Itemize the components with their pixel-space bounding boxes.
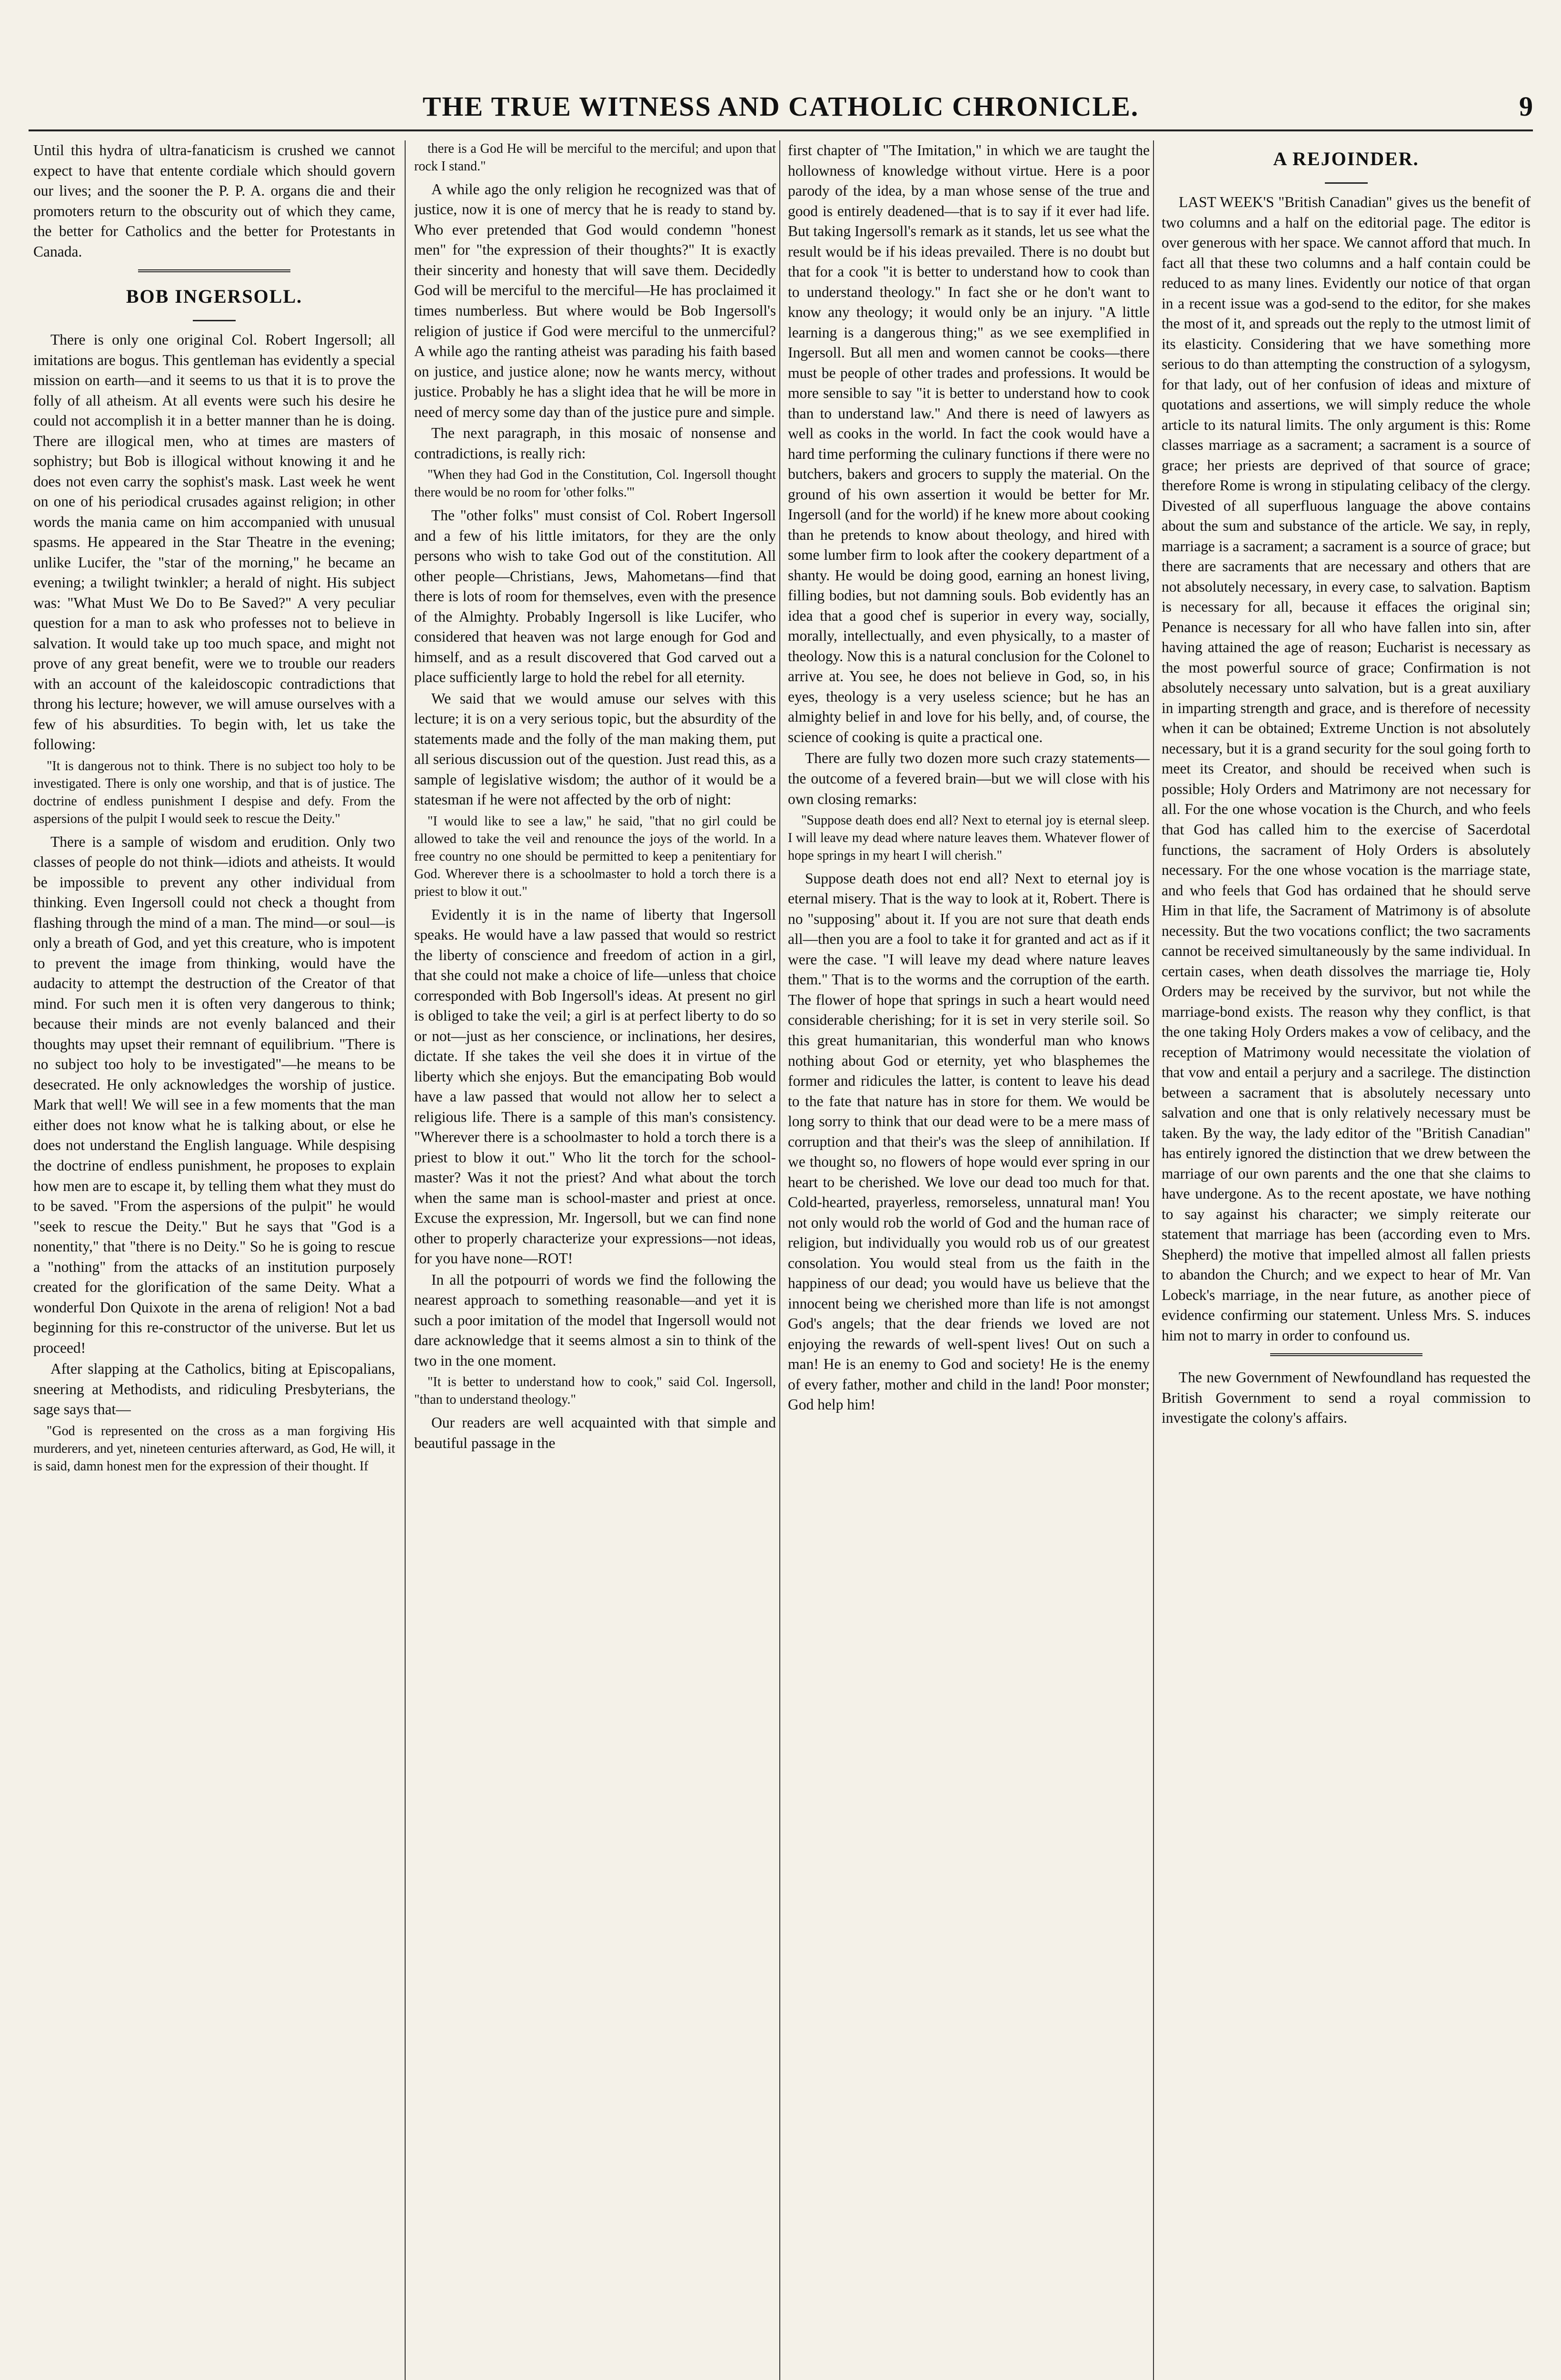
intro-paragraph: Until this hydra of ultra-fanaticism is crushed we cannot expect to have that entente cordiale which should govern our lives; and the sooner the P. P. A. organs die and their promoters return to the obscurity out of which they came, the better for Catholics and the better for Protestants in Canada.	[33, 142, 395, 260]
paragraph: The "other folks" must consist of Col. Robert Ingersoll and a few of his little imitators, for they are the only persons who wish to take God out of the constitution. All other people—Christians, Jews, Mahometans—find that there is lots of room for themselves, even with the presence of the Almighty. Probably Ingersoll is like Lucifer, who considered that heaven was not large enough for God and himself, and as a result discovered that God carved out a place sufficiently large to hold the rebel for all eternity.	[414, 507, 776, 686]
paragraph: first chapter of "The Imitation," in which we are taught the hollowness of knowledge without virtue. Here is a poor parody of the idea, by a man whose sense of the true and good is entirely deadened—that is to say if it ever had life. But taking Ingersoll's remark as it stands, let us see what the result would be if his ideas prevailed. There is no doubt but that for a cook "it is better to understand how to cook than to understand theology." In fact she or he don't want to know any theology; it would only be an injury. "A little learning is a dangerous thing;" as we see exemplified in Ingersoll. But all men and women cannot be cooks—there must be people of other trades and professions. It would be more sensible to say "it is better to understand how to cook than to understand law." And there is need of lawyers as well as cooks in the world. In fact the cook would have a hard time performing the culinary functions if there were no butchers, bakers and grocers to supply the material. On the ground of his own assertion it would be better for Mr. Ingersoll (and for the world) if he knew more about cooking than he pretends to know about theology, and hired with some lumber firm to look after the cookery department of a shanty. He would be doing good, earning an honest living, filling bodies, but not damning souls. Bob evidently has an idea that a good chef is superior in every way, socially, morally, intellectually, and even physically, to a master of theology. Now this is a natural conclusion for the Colonel to arrive at. You see, he does not believe in God, so, in his eyes, theology is a very useless science; but he has an almighty belief in and love for his belly, and, of course, the science of cooking is quite a practical one.	[788, 142, 1150, 745]
news-item: The new Government of Newfoundland has requested the British Government to send a royal commission to investigate the colony's affairs.	[1162, 1369, 1531, 1427]
masthead	[29, 90, 1533, 124]
paragraph: We said that we would amuse our selves with this lecture; it is on a very serious topic, but the absurdity of the statements made and the folly of the man making them, put all serious discussion out of the question. Just read this, as a sample of legislative wisdom; the author of it would be a statesman if he were not affected by the orb of night:	[414, 690, 776, 808]
paragraph: A while ago the only religion he recognized was that of justice, now it is one of mercy that he is ready to stand by. Who ever pretended that God would condemn "honest men" for "the expression of their thoughts?" It is exactly their sincerity and honesty that will save them. Decidedly God will be merciful to the merciful—He has proclaimed it times numberless. But where would be Bob Ingersoll's religion of justice if God were merciful to the unmerciful? A while ago the ranting atheist was parading his faith based on justice, and justice alone; now he wants mercy, without justice. Probably he has a slight idea that he will be more in need of mercy some day than of the justice pure and simple.	[414, 180, 776, 420]
quotation: "It is better to understand how to cook," said Col. Ingersoll, "than to understand theology."	[414, 1375, 776, 1408]
article-heading: A REJOINDER.	[1273, 148, 1419, 169]
column-3	[788, 140, 1150, 2380]
quotation: "Suppose death does end all? Next to eternal joy is eternal sleep. I will leave my dead where nature leaves them. Whatever flower of hope springs in my heart I will cherish."	[788, 813, 1150, 863]
section-divider	[1270, 1353, 1422, 1356]
paragraph: Suppose death does not end all? Next to eternal joy is eternal misery. That is the way to look at it, Robert. There is no "supposing" about it. If you are not sure that death ends all—then you are a fool to take it for granted and act as if it were the case. "I will leave my dead where nature leaves them." That is to the worms and the corruption of the earth. The flower of hope that springs in such a heart would need considerable cherishing; for it is set in very sterile soil. So this great humanitarian, this wonderful man who knows nothing about God or eternity, yet who blasphemes the former and ridicules the latter, is content to leave his dead to the fate that nature has in store for them. We would be long sorry to think that our dead were to be a mere mass of corruption and that their's was the sleep of annihilation. If we thought so, no flowers of hope would ever spring in our heart to be cherished. We love our dead too much for that. Cold-hearted, prayerless, remorseless, unnatural man! You not only would rob the world of God and the human race of religion, but individually you would rob us of our greatest consolation. You would steal from us the faith in the happiness of our dead; you would have us believe that the innocent being we cherished more than life is not amongst God's angels; that the dear friends we loved are not enjoying the rewards of well-spent lives! Out on such a man! He is an enemy to God and society! He is the enemy of every father, mother and child in the land! Poor monster; God help him!	[788, 870, 1150, 1413]
quotation-continued: there is a God He will be merciful to the merciful; and upon that rock I stand."	[414, 141, 776, 174]
paragraph: There is a sample of wisdom and erudition. Only two classes of people do not think—idiots and atheists. It would be impossible to prevent any other individual from thinking. Even Ingersoll could not check a thought from flashing through the mind of a man. The mind—or soul—is only a breath of God, and yet this creature, who is impotent to prevent the image from thinking, would have the audacity to attempt the destruction of the Creator of that mind. For such men it is often very dangerous to think; because their minds are not evenly balanced and their thoughts may upset their remnant of equilibrium. "There is no subject too holy to be investigated"—he means to be desecrated. He only acknowledges the worship of justice. Mark that well! We will see in a few moments that the man either does not know what he is talking about, or else he does not understand the English language. While despising the doctrine of endless punishment, he proposes to explain how men are to escape it, by telling them what they must do to be saved. "From the aspersions of the pulpit" he would "seek to rescue the Deity." But he says that "God is a nonentity," that "there is no Deity." So he is going to rescue a "nothing" from the attacks of an institution purposely created for the glorification of the same Deity. What a wonderful Don Quixote in the arena of religion! Not a bad beginning for this re-constructor of the universe. But let us proceed!	[33, 833, 395, 1356]
quotation: "God is represented on the cross as a man forgiving His murderers, and yet, nineteen centuries afterward, as God, He will, it is said, damn honest men for the expression of their thought. If	[33, 1423, 395, 1474]
column-1	[33, 140, 395, 2380]
heading-rule	[1325, 182, 1368, 184]
newspaper-title: THE TRUE WITNESS AND CATHOLIC CHRONICLE.	[422, 91, 1139, 122]
paragraph: Evidently it is in the name of liberty that Ingersoll speaks. He would have a law passed that would so restrict the liberty of conscience and freedom of action in a girl, that she could not make a choice of life—unless that choice corresponded with Bob Ingersoll's ideas. At present no girl is obliged to take the veil; a girl is at perfect liberty to do so or not—just as her conscience, or inclinations, her desires, dictate. If she takes the veil she does it in virtue of the liberty which she enjoys. But the emancipating Bob would have a law passed that would not allow her to select a religious life. There is a sample of this man's consistency. "Wherever there is a schoolmaster to hold a torch there is a priest to blow it out." Who lit the torch for the school-master? Was it not the priest? And what about the torch when the same man is school-master and priest at once. Excuse the expression, Mr. Ingersoll, but we can find none other to properly characterize your expressions—not ideas, for you have none—ROT!	[414, 906, 776, 1267]
paragraph: The next paragraph, in this mosaic of nonsense and contradictions, is really rich:	[414, 425, 776, 462]
column-divider	[1153, 140, 1154, 2380]
column-4	[1162, 140, 1531, 2380]
section-divider	[138, 269, 290, 272]
paragraph: After slapping at the Catholics, biting at Episcopalians, sneering at Methodists, and ridiculing Presbyterians, the sage says that—	[33, 1360, 395, 1418]
paragraph: There is only one original Col. Robert Ingersoll; all imitations are bogus. This gentleman has evidently a special mission on earth—and it seems to us that it is to prove the folly of all atheism. At all events were such his desire he could not accomplish it in a better manner than he is doing. There are illogical men, who at times are masters of sophistry; but Bob is illogical without knowing it and he does not even carry the sophist's mask. Last week he went on one of his periodical crusades against religion; in other words the mania came on him accompanied with unusual spasms. He appeared in the Star Theatre in the evening; unlike Lucifer, the "star of the morning," he became an evening; a twilight twinkler; a herald of night. His subject was: "What Must We Do to Be Saved?" A very peculiar question for a man to ask who professes not to believe in salvation. It would take up too much space, and might not prove of any great benefit, were we to trouble our readers with an account of the kaleidoscopic contradictions that throng his lecture; however, we will amuse ourselves with a few of his absurdities. To begin with, let us take the following:	[33, 331, 395, 753]
page-number: 9	[1519, 91, 1533, 122]
paragraph: Our readers are well acquainted with that simple and beautiful passage in the	[414, 1414, 776, 1451]
column-divider	[779, 140, 780, 2380]
column-2	[414, 140, 776, 2380]
paragraph: In all the potpourri of words we find the following the nearest approach to something reasonable—and yet it is such a poor imitation of the model that Ingersoll would not dare acknowledge that it seems almost a sin to think of the two in the one moment.	[414, 1271, 776, 1369]
quotation: "It is dangerous not to think. There is no subject too holy to be investigated. There is only one worship, and that is of justice. The doctrine of endless punishment I despise and defy. From the aspersions of the pulpit I would seek to rescue the Deity."	[33, 758, 395, 826]
header-rule	[29, 129, 1533, 131]
heading-rule	[193, 320, 236, 321]
paragraph: LAST WEEK'S "British Canadian" gives us the benefit of two columns and a half on the editorial page. The editor is over generous with her space. We cannot afford that much. In fact all that these two columns and a half contain could be reduced to as many lines. Evidently our notice of that organ in a recent issue was a god-send to the editor, for she makes the most of it, and spreads out the reply to the utmost limit of its elasticity. Considering that we have something more serious to do than attempting the construction of a sylogysm, for that lady, out of her confusion of ideas and mixture of quotations and assertions, we will simply reduce the whole article to its natural limits. The only argument is this: Rome classes marriage as a sacrament; a sacrament is a source of grace; her priests are deprived of that source of grace; therefore Rome is wrong in stipulating celibacy of the clergy. Divested of all superfluous language the above contains about the sum and substance of the article. We say, in reply, marriage is a sacrament; a sacrament is a source of grace; but there are sacraments that are necessary and others that are not absolutely necessary, in every case, to salvation. Baptism is necessary for all, because it effaces the original sin; Penance is necessary for all who have fallen into sin, after having attained the age of reason; Eucharist is necessary as the most powerful source of grace; Confirmation is not absolutely necessary unto salvation, but is a great auxiliary in imparting strength and grace, and is therefore of necessity when it can be obtained; Extreme Unction is not absolutely necessary, but it is a grand security for the soul going forth to meet its Creator, and should be received when such is possible; Holy Orders and Matrimony are not necessary for all. For the one whose vocation is the Church, and who feels that God has called him to the exercise of Sacerdotal functions, the sacrament of Holy Orders is absolutely necessary. For the one whose vocation is the marriage state, and who feels that God has ordained that he should serve Him in that life, the Sacrament of Matrimony is of absolute necessity. But the two vocations conflict; the two sacraments cannot be received simultaneously by the same individual. In certain cases, when death dissolves the marriage tie, Holy Orders may be received by the survivor, but not while the marriage-bond exists. The reason why they conflict, is that the one taking Holy Orders makes a vow of celibacy, and the reception of Matrimony would necessitate the violation of that vow and entail a perjury and a sacrilege. The distinction between a sacrament that is absolutely necessary unto salvation and one that is only relatively necessary must be taken. By the way, the lady editor of the "British Canadian" has entirely ignored the distinction that we drew between the marriage of our own parents and the one that she claims to have undergone. As to the recent apostate, we have nothing to say against his character; we simply reiterate our statement that marriage has been (according even to Mrs. Shepherd) the motive that impelled almost all fallen priests to abandon the Church; and we expect to hear of Mr. Van Lobeck's marriage, in the near future, as another piece of evidence confirming our statement. Unless Mrs. S. induces him not to marry in order to confound us.	[1162, 194, 1531, 1344]
article-heading: BOB INGERSOLL.	[126, 286, 303, 307]
column-divider	[405, 140, 406, 2380]
paragraph: There are fully two dozen more such crazy statements—the outcome of a fevered brain—but we will close with his own closing remarks:	[788, 750, 1150, 807]
quotation: "I would like to see a law," he said, "that no girl could be allowed to take the veil and renounce the joys of the world. In a free country no one should be permitted to keep a penitentiary for God. Wherever there is a schoolmaster to hold a torch there is a priest to blow it out."	[414, 813, 776, 899]
quotation: "When they had God in the Constitution, Col. Ingersoll thought there would be no room for 'other folks.'"	[414, 467, 776, 500]
